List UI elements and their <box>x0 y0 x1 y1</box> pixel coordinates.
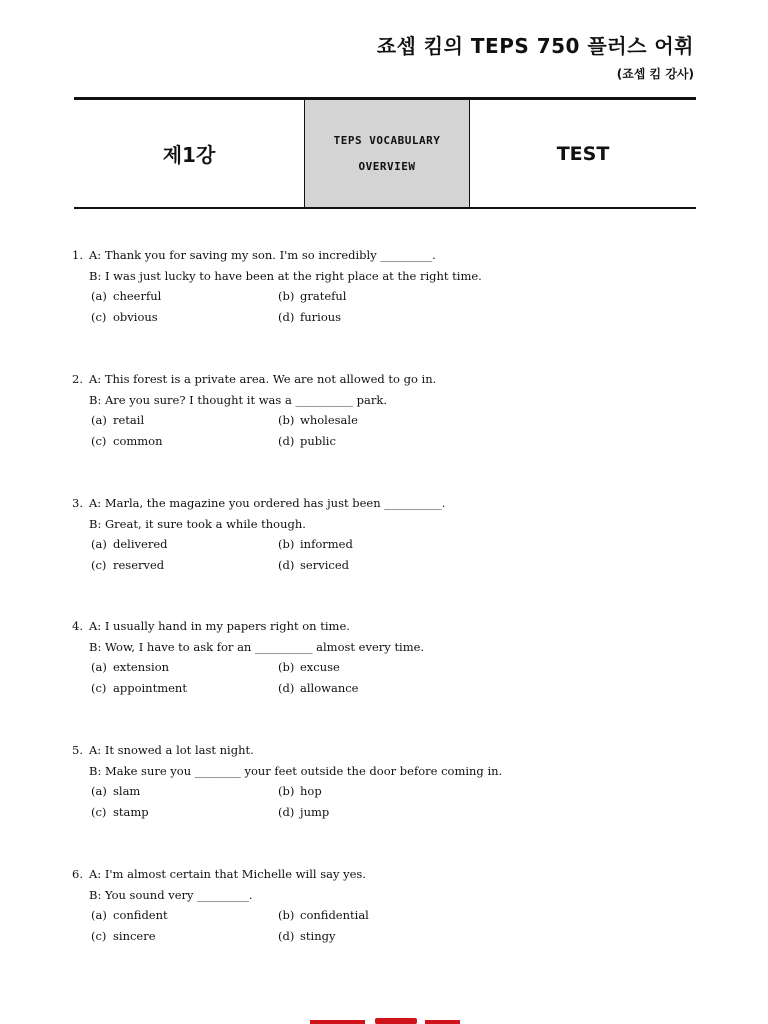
option-label: (b) <box>278 413 295 427</box>
dialogue-b: B: Make sure you ________ your feet outside the door before coming in. <box>89 763 503 778</box>
option-row <box>72 802 692 823</box>
answer-option[interactable] <box>278 307 341 328</box>
option-text: excuse <box>300 660 340 674</box>
dialogue-b: B: Great, it sure took a while though. <box>89 516 306 531</box>
question-6 <box>72 864 692 946</box>
answer-option[interactable] <box>91 657 169 678</box>
option-text: public <box>300 433 336 448</box>
answer-option[interactable] <box>278 410 358 431</box>
question-3 <box>72 493 692 575</box>
answer-option[interactable] <box>91 802 149 823</box>
option-label: (a) <box>91 660 107 674</box>
answer-option[interactable] <box>91 410 144 431</box>
option-row <box>72 926 692 947</box>
question-line-b <box>72 637 692 658</box>
option-text: furious <box>300 309 342 324</box>
lesson-header-band <box>74 97 696 209</box>
answer-option[interactable] <box>278 431 336 452</box>
option-label: (c) <box>91 680 107 695</box>
option-text: extension <box>113 660 170 674</box>
dialogue-a: A: It snowed a lot last night. <box>89 743 254 757</box>
logo-text-right <box>425 1020 460 1024</box>
option-text: reserved <box>113 557 165 572</box>
option-label: (b) <box>278 289 295 303</box>
question-2 <box>72 369 692 451</box>
question-1 <box>72 245 692 327</box>
option-text: serviced <box>300 557 349 572</box>
dialogue-a: A: This forest is a private area. We are not allowed to go in. <box>89 372 437 386</box>
answer-option[interactable] <box>278 657 340 678</box>
option-label: (a) <box>91 784 107 798</box>
option-label: (a) <box>91 537 107 551</box>
answer-option[interactable] <box>278 555 349 576</box>
option-text: wholesale <box>300 413 358 427</box>
question-line-a <box>72 616 692 637</box>
answer-option[interactable] <box>278 286 346 307</box>
question-line-a <box>72 245 692 266</box>
option-row <box>72 307 692 328</box>
question-line-a <box>72 740 692 761</box>
option-label: (c) <box>91 557 107 572</box>
answer-option[interactable] <box>278 534 353 555</box>
question-line-b <box>72 266 692 287</box>
option-label: (b) <box>278 537 295 551</box>
option-label: (d) <box>278 309 295 324</box>
option-label: (c) <box>91 433 107 448</box>
option-text: stingy <box>300 928 336 943</box>
answer-option[interactable] <box>91 431 163 452</box>
option-text: allowance <box>300 680 359 695</box>
option-row <box>72 781 692 802</box>
dialogue-b: B: Are you sure? I thought it was a __________ park. <box>89 392 387 407</box>
question-line-b <box>72 514 692 535</box>
question-number: 5. <box>72 743 83 757</box>
option-label: (c) <box>91 928 107 943</box>
option-label: (c) <box>91 804 107 819</box>
option-row <box>72 431 692 452</box>
option-row <box>72 534 692 555</box>
option-text: sincere <box>113 928 156 943</box>
option-text: common <box>113 433 163 448</box>
question-line-b <box>72 885 692 906</box>
option-text: hop <box>300 784 322 798</box>
answer-option[interactable] <box>278 905 369 926</box>
answer-option[interactable] <box>278 802 329 823</box>
instructor-subtitle: (죠셉 킴 강사) <box>616 67 694 81</box>
option-label: (d) <box>278 804 295 819</box>
option-text: retail <box>113 413 145 427</box>
option-label: (a) <box>91 413 107 427</box>
logo-text-left <box>310 1020 365 1024</box>
question-line-b <box>72 761 692 782</box>
option-label: (a) <box>91 908 107 922</box>
lesson-topic-line1: TEPS VOCABULARY <box>333 133 441 147</box>
dialogue-a: A: Marla, the magazine you ordered has just been __________. <box>89 496 446 510</box>
option-label: (d) <box>278 928 295 943</box>
question-4 <box>72 616 692 698</box>
answer-option[interactable] <box>91 286 161 307</box>
option-text: jump <box>300 804 330 819</box>
option-label: (a) <box>91 289 107 303</box>
option-text: delivered <box>113 537 168 551</box>
dialogue-a: A: I usually hand in my papers right on time. <box>89 619 350 633</box>
option-row <box>72 286 692 307</box>
option-label: (b) <box>278 784 295 798</box>
dialogue-b: B: Wow, I have to ask for an __________ almost every time. <box>89 639 425 654</box>
option-text: grateful <box>300 289 347 303</box>
option-label: (c) <box>91 309 107 324</box>
question-number: 4. <box>72 619 83 633</box>
publisher-logo <box>310 1018 460 1024</box>
question-number: 2. <box>72 372 83 386</box>
lesson-number: 제1강 <box>162 143 216 167</box>
logo-badge <box>375 1018 417 1024</box>
option-text: informed <box>300 537 353 551</box>
option-text: confident <box>113 908 168 922</box>
question-line-a <box>72 493 692 514</box>
option-row <box>72 657 692 678</box>
answer-option[interactable] <box>91 307 158 328</box>
question-number: 1. <box>72 248 83 262</box>
option-row <box>72 678 692 699</box>
option-row <box>72 905 692 926</box>
option-row <box>72 555 692 576</box>
lesson-topic <box>304 100 470 207</box>
dialogue-a: A: Thank you for saving my son. I'm so incredibly _________. <box>89 248 436 262</box>
answer-option[interactable] <box>278 781 322 802</box>
question-5 <box>72 740 692 822</box>
option-label: (d) <box>278 433 295 448</box>
option-text: cheerful <box>113 289 162 303</box>
dialogue-b: B: I was just lucky to have been at the right place at the right time. <box>89 268 482 283</box>
answer-option[interactable] <box>278 926 335 947</box>
question-line-b <box>72 390 692 411</box>
lesson-topic-line2: OVERVIEW <box>358 159 416 173</box>
answer-option[interactable] <box>91 926 156 947</box>
option-text: confidential <box>300 908 369 922</box>
option-text: slam <box>113 784 141 798</box>
answer-option[interactable] <box>91 678 187 699</box>
page-title: 죠셉 킴의 TEPS 750 플러스 어휘 <box>376 34 694 58</box>
question-line-a <box>72 864 692 885</box>
option-label: (d) <box>278 680 295 695</box>
dialogue-a: A: I'm almost certain that Michelle will say yes. <box>89 867 366 881</box>
answer-option[interactable] <box>91 534 168 555</box>
answer-option[interactable] <box>91 905 168 926</box>
test-label: TEST <box>556 142 610 165</box>
answer-option[interactable] <box>91 781 140 802</box>
option-text: obvious <box>113 309 158 324</box>
dialogue-b: B: You sound very _________. <box>89 887 253 902</box>
option-label: (b) <box>278 660 295 674</box>
question-line-a <box>72 369 692 390</box>
option-text: appointment <box>113 680 187 695</box>
answer-option[interactable] <box>91 555 164 576</box>
question-number: 3. <box>72 496 83 510</box>
option-label: (b) <box>278 908 295 922</box>
option-row <box>72 410 692 431</box>
option-label: (d) <box>278 557 295 572</box>
question-number: 6. <box>72 867 83 881</box>
answer-option[interactable] <box>278 678 359 699</box>
option-text: stamp <box>113 804 149 819</box>
